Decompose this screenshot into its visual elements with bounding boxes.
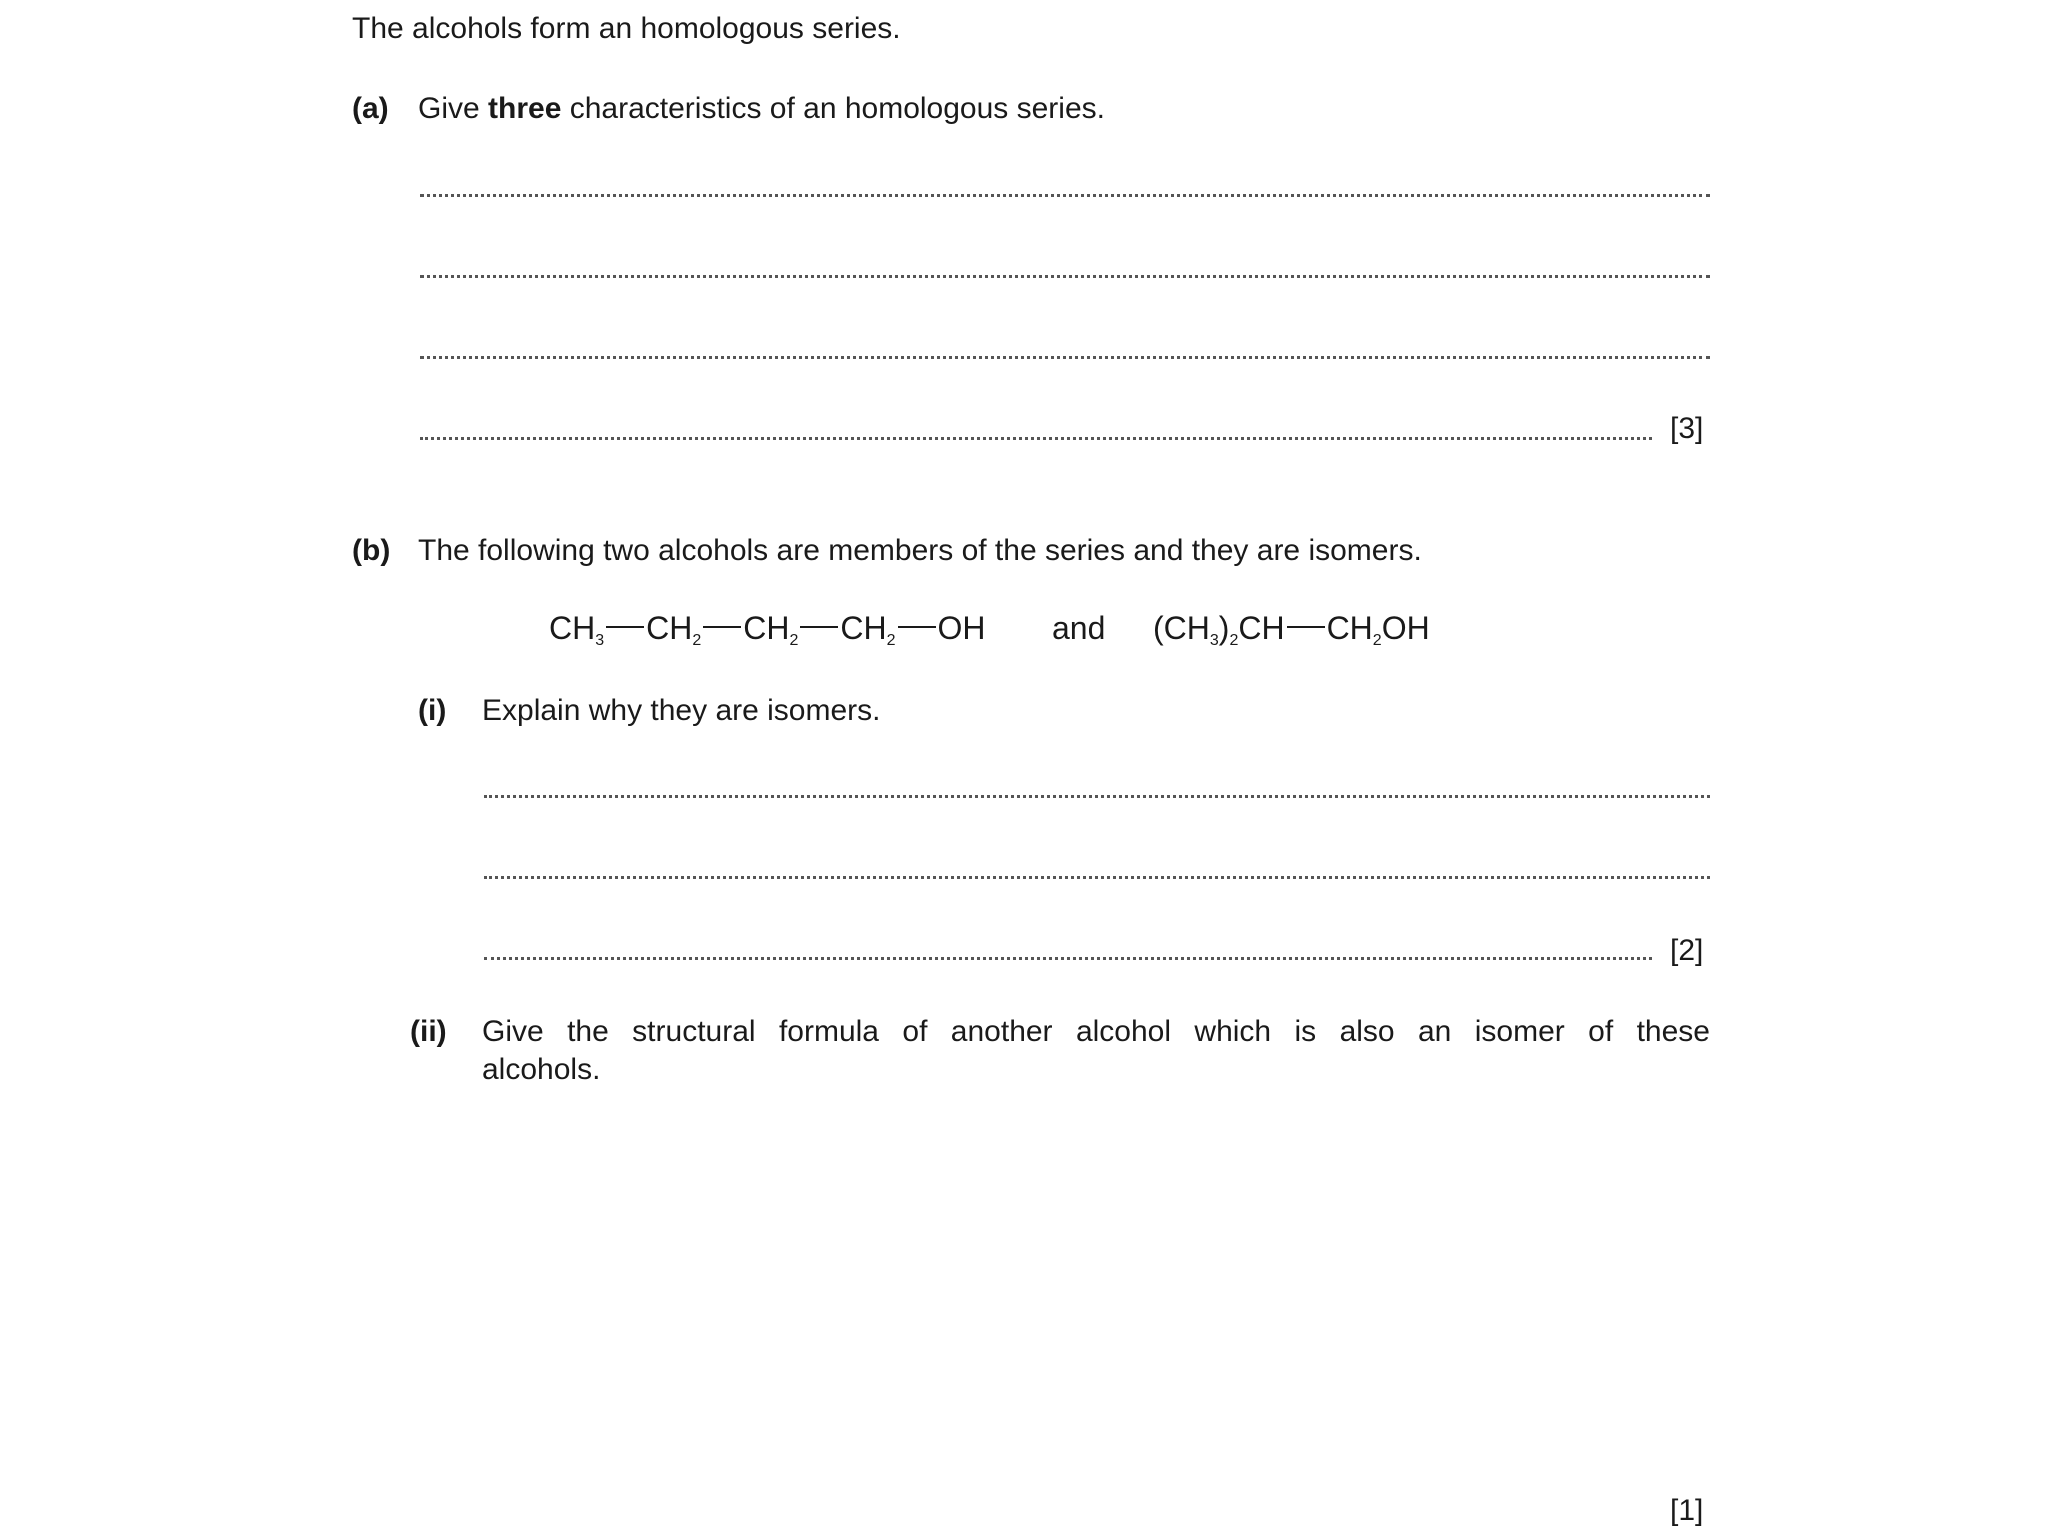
answer-line-a-3[interactable]: [420, 356, 1710, 359]
part-a-text-before: Give: [418, 92, 489, 125]
f2-part-2-sub: 2: [1372, 632, 1382, 649]
answer-line-a-4[interactable]: [420, 437, 1652, 440]
bond-line: [1287, 626, 1325, 628]
part-a-label: (a): [352, 92, 389, 125]
f1-group-1-sub: 3: [595, 632, 605, 649]
and-word: and: [1052, 610, 1106, 646]
answer-line-a-2[interactable]: [420, 275, 1710, 278]
answer-line-i-1[interactable]: [484, 795, 1710, 798]
bond-line: [898, 626, 936, 628]
part-b-question: The following two alcohols are members of the series and they are isomers.: [418, 534, 1422, 567]
f2-part-1: (CH: [1153, 610, 1210, 646]
answer-line-i-3[interactable]: [484, 957, 1652, 960]
intro-text: The alcohols form an homologous series.: [352, 12, 901, 45]
sub-ii-label: (ii): [410, 1015, 447, 1048]
formula-butan-1-ol: [549, 610, 986, 650]
part-a-question: [418, 92, 1105, 126]
f2-part-2: CH: [1326, 610, 1373, 646]
f2-part-2-rest: OH: [1381, 610, 1430, 646]
f1-group-4-sub: 2: [886, 632, 896, 649]
bond-line: [800, 626, 838, 628]
answer-line-a-1[interactable]: [420, 194, 1710, 197]
f1-group-2-sub: 2: [692, 632, 702, 649]
f1-group-3: CH: [743, 610, 790, 646]
bond-line: [703, 626, 741, 628]
bond-line: [606, 626, 644, 628]
f2-part-1-rest: CH: [1238, 610, 1285, 646]
formula-2-methylpropan-1-ol: [1153, 610, 1430, 650]
part-a-marks: [3]: [1670, 412, 1704, 445]
sub-ii-question-line-1: Give the structural formula of another alcohol which is also an isomer of these: [482, 1015, 1710, 1048]
f1-group-1: CH: [549, 610, 596, 646]
f2-part-1-sub2: 2: [1229, 632, 1239, 649]
sub-ii-marks: [1]: [1670, 1494, 1704, 1527]
sub-i-marks: [2]: [1670, 934, 1704, 967]
f2-part-1-sub: 3: [1209, 632, 1219, 649]
f1-group-4: CH: [840, 610, 887, 646]
sub-i-question: Explain why they are isomers.: [482, 694, 881, 727]
f1-group-3-sub: 2: [789, 632, 799, 649]
sub-ii-question-line-2: alcohols.: [482, 1053, 601, 1086]
f1-group-5: OH: [937, 610, 986, 646]
part-b-label: (b): [352, 534, 391, 567]
f1-group-2: CH: [646, 610, 693, 646]
f2-part-1-close: ): [1218, 610, 1230, 646]
part-a-text-after: characteristics of an homologous series.: [561, 92, 1105, 125]
sub-i-label: (i): [418, 694, 447, 727]
answer-line-i-2[interactable]: [484, 876, 1710, 879]
part-a-text-bold: three: [488, 92, 562, 125]
